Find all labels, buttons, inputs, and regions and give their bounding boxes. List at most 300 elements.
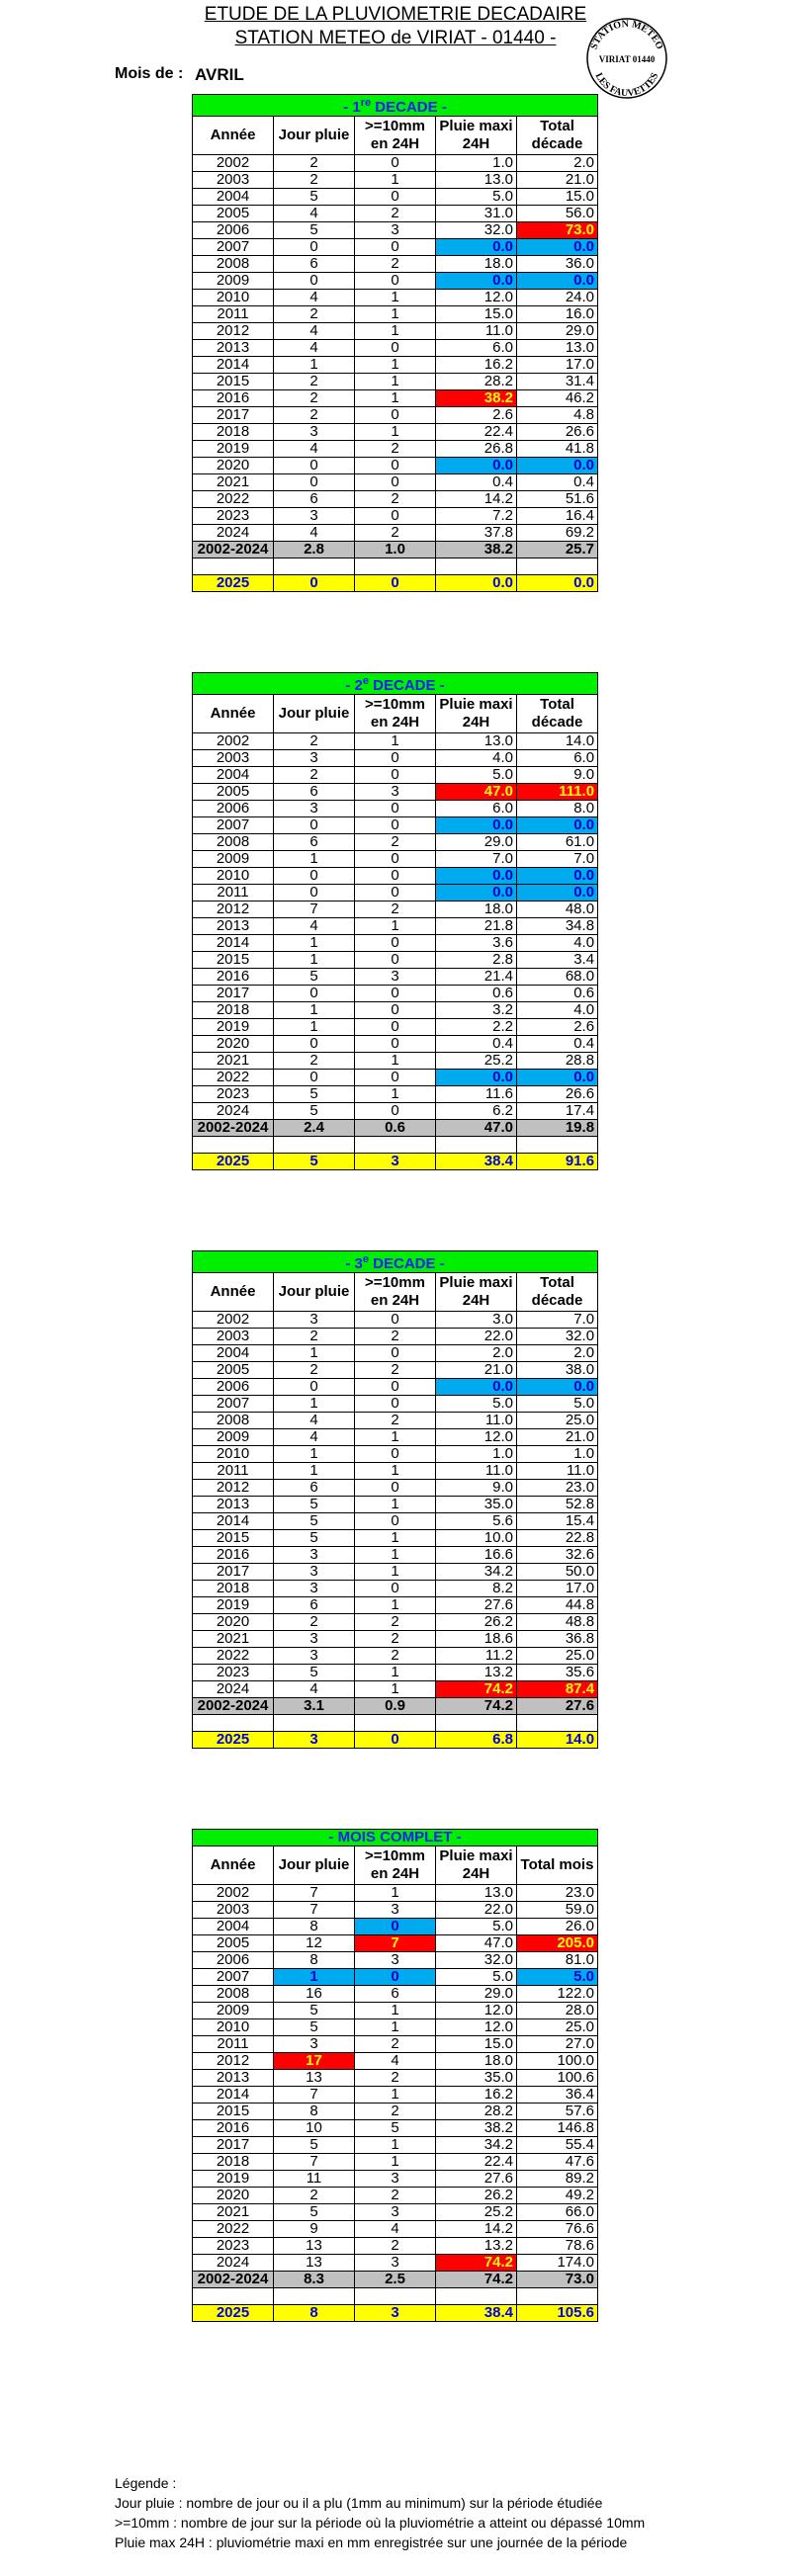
average-cell: 3.1 [274,1698,355,1715]
table-row [193,1463,598,1480]
table-row [193,2188,598,2204]
table-row [193,407,598,424]
table-row [193,508,598,525]
table-cell: 0.0 [517,239,598,256]
table-cell: 9 [274,2221,355,2238]
table-row [193,834,598,851]
table-cell: 2 [355,1413,436,1429]
table-cell: 1 [355,357,436,374]
section-title [193,95,598,117]
table-cell: 18.6 [436,1631,517,1648]
table-row [193,2019,598,2036]
table-cell: 4 [274,918,355,935]
table-cell: 146.8 [517,2120,598,2137]
table-cell: 1 [355,374,436,390]
table-cell: 3 [274,1631,355,1648]
table-cell: 1 [355,1665,436,1681]
empty-cell [436,1715,517,1732]
table-cell: 5 [274,1665,355,1681]
table-cell: 12.0 [436,2019,517,2036]
table-cell: 69.2 [517,525,598,542]
column-header: >=10mm en 24H [355,117,436,155]
table-cell: 2006 [193,1379,274,1396]
table-cell: 17.0 [517,1581,598,1597]
table-cell: 4 [274,206,355,222]
table-cell: 0 [355,340,436,357]
table-cell: 2002 [193,1312,274,1329]
table-cell: 3.0 [436,1312,517,1329]
table-cell: 2019 [193,441,274,458]
table-cell: 0 [355,885,436,902]
table-cell: 1 [355,2003,436,2019]
table-cell: 2024 [193,525,274,542]
table-cell: 0 [355,1919,436,1935]
table-cell: 37.8 [436,525,517,542]
table-row [193,902,598,918]
table-cell: 3 [355,2255,436,2272]
table-cell: 2014 [193,1513,274,1530]
table-cell: 2 [274,1362,355,1379]
table-row [193,817,598,834]
table-cell: 0 [355,1396,436,1413]
rainfall-table [192,1250,598,1749]
table-cell: 89.2 [517,2171,598,2188]
table-cell: 5.0 [436,1396,517,1413]
table-cell: 0.0 [436,868,517,885]
table-cell: 11.0 [436,323,517,340]
average-cell: 47.0 [436,1120,517,1137]
table-row [193,1986,598,2003]
table-row [193,1103,598,1120]
empty-cell [193,1137,274,1154]
table-cell: 2024 [193,1103,274,1120]
table-row [193,1530,598,1547]
table-cell: 0.4 [517,474,598,491]
spacer-row [193,558,598,575]
table-cell: 14.0 [517,733,598,750]
table-cell: 2022 [193,1070,274,1086]
table-cell: 0 [355,1036,436,1053]
table-row [193,1053,598,1070]
table-cell: 7.0 [517,1312,598,1329]
table-cell: 46.2 [517,390,598,407]
table-cell: 122.0 [517,1986,598,2003]
table-cell: 12.0 [436,2003,517,2019]
section-title-superscript: e [362,675,369,687]
table-cell: 2 [274,1053,355,1070]
decade-3-section [192,1250,597,1749]
table-cell: 2016 [193,2120,274,2137]
table-cell: 2004 [193,1345,274,1362]
table-cell: 6 [274,834,355,851]
table-cell: 5 [274,189,355,206]
table-cell: 2012 [193,902,274,918]
section-title-text: - MOIS COMPLET - [328,1829,462,1846]
table-cell: 2017 [193,407,274,424]
table-cell: 2010 [193,290,274,306]
table-row [193,851,598,868]
table-cell: 2015 [193,2104,274,2120]
empty-cell [517,1137,598,1154]
current-year-row [193,1154,598,1170]
table-cell: 2 [274,155,355,172]
table-cell: 0.0 [517,885,598,902]
table-cell: 3 [355,1952,436,1969]
average-cell: 2002-2024 [193,2272,274,2288]
table-cell: 68.0 [517,969,598,986]
table-cell: 0.0 [436,1070,517,1086]
table-cell: 5.0 [517,1396,598,1413]
svg-text:VIRIAT 01440: VIRIAT 01440 [598,54,656,64]
table-cell: 18.0 [436,256,517,273]
table-cell: 2.0 [436,1345,517,1362]
table-cell: 7.0 [517,851,598,868]
table-cell: 1 [274,1345,355,1362]
table-cell: 2 [355,1329,436,1345]
table-cell: 205.0 [517,1935,598,1952]
table-cell: 21.0 [436,1362,517,1379]
table-cell: 14.2 [436,491,517,508]
table-cell: 0 [355,1581,436,1597]
table-row [193,1362,598,1379]
table-cell: 1 [355,2019,436,2036]
legend [115,2473,787,2552]
table-cell: 27.0 [517,2036,598,2053]
average-cell: 2002-2024 [193,1120,274,1137]
table-row [193,969,598,986]
table-cell: 2020 [193,2188,274,2204]
current-year-cell: 3 [355,1154,436,1170]
table-cell: 0 [355,474,436,491]
table-cell: 2008 [193,834,274,851]
table-cell: 15.0 [436,306,517,323]
table-cell: 51.6 [517,491,598,508]
column-header-row [193,117,598,155]
empty-cell [517,558,598,575]
table-cell: 2005 [193,784,274,801]
table-cell: 2021 [193,1631,274,1648]
table-row [193,1446,598,1463]
table-cell: 2013 [193,340,274,357]
table-cell: 2015 [193,374,274,390]
table-cell: 1 [355,1429,436,1446]
table-cell: 2009 [193,2003,274,2019]
table-cell: 5.0 [517,1969,598,1986]
table-cell: 3 [274,2036,355,2053]
table-cell: 2004 [193,767,274,784]
table-cell: 1 [355,2154,436,2171]
table-cell: 1 [355,390,436,407]
rainfall-table [192,1829,598,2322]
current-year-cell: 2025 [193,575,274,592]
table-cell: 12.0 [436,1429,517,1446]
table-cell: 0.4 [436,1036,517,1053]
table-cell: 35.6 [517,1665,598,1681]
table-cell: 26.2 [436,1614,517,1631]
table-cell: 2017 [193,1564,274,1581]
table-cell: 5 [274,2019,355,2036]
table-row [193,2087,598,2104]
table-cell: 1 [355,172,436,189]
table-cell: 2010 [193,1446,274,1463]
average-cell: 73.0 [517,2272,598,2288]
table-cell: 0 [355,1513,436,1530]
table-cell: 13.2 [436,2238,517,2255]
table-cell: 2007 [193,239,274,256]
table-cell: 4.0 [436,750,517,767]
table-cell: 2024 [193,2255,274,2272]
section-title [193,1830,598,1846]
table-cell: 2002 [193,1885,274,1902]
table-cell: 2 [274,306,355,323]
table-row [193,491,598,508]
table-cell: 6.0 [436,801,517,817]
average-cell: 25.7 [517,542,598,558]
table-cell: 7 [274,1902,355,1919]
table-cell: 25.2 [436,2204,517,2221]
table-cell: 27.6 [436,1597,517,1614]
table-cell: 6 [274,491,355,508]
table-cell: 0 [355,458,436,474]
table-cell: 2017 [193,986,274,1002]
current-year-cell: 91.6 [517,1154,598,1170]
table-cell: 3 [274,801,355,817]
table-cell: 2023 [193,508,274,525]
table-row [193,1429,598,1446]
column-header: Pluie maxi 24H [436,1273,517,1312]
table-cell: 1 [355,1564,436,1581]
month-value: AVRIL [195,65,244,84]
table-cell: 10.0 [436,1530,517,1547]
table-cell: 3 [274,1581,355,1597]
table-cell: 34.2 [436,1564,517,1581]
table-cell: 1 [274,357,355,374]
table-cell: 2 [274,1614,355,1631]
table-cell: 2023 [193,2238,274,2255]
table-cell: 14.2 [436,2221,517,2238]
average-cell: 74.2 [436,1698,517,1715]
table-row [193,1070,598,1086]
table-cell: 2 [355,491,436,508]
table-row [193,1480,598,1497]
table-row [193,1497,598,1513]
table-cell: 0.0 [517,273,598,290]
table-row [193,1036,598,1053]
table-cell: 0 [355,1345,436,1362]
section-title-suffix: DECADE - [369,677,445,694]
table-cell: 21.8 [436,918,517,935]
table-cell: 2007 [193,1969,274,1986]
current-year-cell: 5 [274,1154,355,1170]
table-cell: 6 [274,1480,355,1497]
empty-cell [517,2288,598,2305]
section-title-row [193,673,598,695]
column-header: Année [193,695,274,733]
table-cell: 26.2 [436,2188,517,2204]
table-cell: 5 [274,2003,355,2019]
empty-cell [436,2288,517,2305]
table-cell: 2.8 [436,952,517,969]
table-cell: 13.2 [436,1665,517,1681]
full-month-section [192,1829,597,2322]
table-cell: 2007 [193,817,274,834]
table-row [193,2070,598,2087]
table-cell: 0 [355,1019,436,1036]
table-cell: 28.2 [436,2104,517,2120]
table-cell: 1 [355,1597,436,1614]
table-cell: 2013 [193,2070,274,2087]
table-cell: 3 [355,969,436,986]
table-cell: 2021 [193,2204,274,2221]
table-cell: 100.0 [517,2053,598,2070]
table-cell: 2009 [193,1429,274,1446]
table-cell: 0 [355,1446,436,1463]
empty-cell [193,558,274,575]
table-row [193,2120,598,2137]
table-cell: 1 [355,1885,436,1902]
average-cell: 0.6 [355,1120,436,1137]
table-row [193,424,598,441]
table-row [193,1312,598,1329]
table-cell: 7.2 [436,508,517,525]
table-row [193,189,598,206]
table-row [193,441,598,458]
table-cell: 2016 [193,969,274,986]
table-cell: 1 [355,323,436,340]
table-cell: 78.6 [517,2238,598,2255]
legend-line: Pluie max 24H : pluviométrie maxi en mm enregistrée sur une journée de la période [115,2534,628,2550]
average-cell: 2.5 [355,2272,436,2288]
table-cell: 0 [274,868,355,885]
table-cell: 29.0 [436,1986,517,2003]
table-cell: 0 [355,273,436,290]
table-cell: 2015 [193,1530,274,1547]
table-cell: 5 [274,969,355,986]
empty-cell [274,558,355,575]
table-row [193,1648,598,1665]
table-row [193,935,598,952]
table-row [193,2238,598,2255]
table-cell: 3 [355,222,436,239]
table-cell: 11.2 [436,1648,517,1665]
table-cell: 1.0 [436,155,517,172]
table-cell: 0 [355,1070,436,1086]
table-cell: 3.6 [436,935,517,952]
table-cell: 2.0 [517,1345,598,1362]
table-cell: 2003 [193,750,274,767]
table-cell: 32.0 [436,1952,517,1969]
section-title-row [193,95,598,117]
table-row [193,1345,598,1362]
column-header: Total mois [517,1846,598,1885]
table-cell: 0 [274,817,355,834]
current-year-cell: 8 [274,2305,355,2322]
table-cell: 47.0 [436,784,517,801]
table-cell: 2013 [193,1497,274,1513]
table-row [193,1665,598,1681]
average-cell: 2002-2024 [193,1698,274,1715]
table-cell: 2022 [193,1648,274,1665]
table-cell: 0 [274,986,355,1002]
table-row [193,1681,598,1698]
table-cell: 6.0 [436,340,517,357]
current-year-cell: 0.0 [436,575,517,592]
table-cell: 7 [274,902,355,918]
table-cell: 29.0 [436,834,517,851]
column-header: Jour pluie [274,1273,355,1312]
table-cell: 2007 [193,1396,274,1413]
table-cell: 2018 [193,1581,274,1597]
table-cell: 2013 [193,918,274,935]
table-cell: 34.8 [517,918,598,935]
table-cell: 6 [274,1597,355,1614]
table-cell: 0 [274,458,355,474]
average-cell: 0.9 [355,1698,436,1715]
table-cell: 0.0 [517,868,598,885]
table-cell: 2021 [193,1053,274,1070]
table-cell: 1 [274,1002,355,1019]
table-cell: 4 [274,323,355,340]
table-cell: 100.6 [517,2070,598,2087]
average-cell: 2002-2024 [193,542,274,558]
average-row [193,1120,598,1137]
table-cell: 52.8 [517,1497,598,1513]
table-cell: 13 [274,2070,355,2087]
table-row [193,2036,598,2053]
month-label: Mois de : [115,65,184,82]
table-cell: 22.8 [517,1530,598,1547]
average-cell: 27.6 [517,1698,598,1715]
table-cell: 2 [274,1329,355,1345]
current-year-cell: 2025 [193,1154,274,1170]
column-header-row [193,1846,598,1885]
table-cell: 2019 [193,1597,274,1614]
table-cell: 32.6 [517,1547,598,1564]
table-cell: 12.0 [436,290,517,306]
table-cell: 36.4 [517,2087,598,2104]
table-cell: 22.0 [436,1902,517,1919]
table-cell: 2009 [193,851,274,868]
table-row [193,2137,598,2154]
table-cell: 0 [274,239,355,256]
table-cell: 16.0 [517,306,598,323]
table-row [193,1564,598,1581]
table-cell: 3 [355,784,436,801]
table-row [193,340,598,357]
table-cell: 3 [274,1547,355,1564]
decade-2-section [192,672,597,1170]
table-row [193,1885,598,1902]
section-title-text: - 2 [345,677,363,694]
average-cell: 38.2 [436,542,517,558]
table-cell: 2 [355,2104,436,2120]
current-year-row [193,575,598,592]
table-row [193,1019,598,1036]
table-cell: 2020 [193,1036,274,1053]
table-cell: 44.8 [517,1597,598,1614]
table-row [193,767,598,784]
table-cell: 2 [355,902,436,918]
table-cell: 13.0 [517,340,598,357]
table-cell: 1 [355,733,436,750]
table-cell: 21.0 [517,1429,598,1446]
table-cell: 0 [355,1969,436,1986]
table-cell: 13.0 [436,1885,517,1902]
table-cell: 2003 [193,1902,274,1919]
empty-cell [193,1715,274,1732]
table-cell: 2 [355,1362,436,1379]
table-row [193,1631,598,1648]
